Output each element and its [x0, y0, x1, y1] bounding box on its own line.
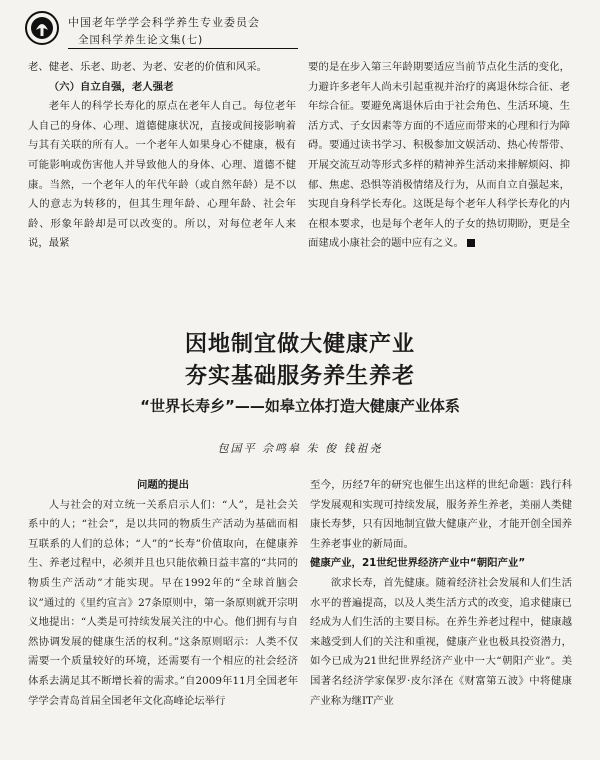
page-header: [24, 8, 584, 54]
header-series: 全国科学养生论文集(七): [78, 34, 204, 46]
paragraph: 人与社会的对立统一关系启示人们：“人”，是社会关系中的人；“社会”，是以共同的物质生产活动为基础而相互联系的人们的总体；“人”的“长寿”价值取向，在健康养生、养老过程中，必须并且也只能依赖日益丰富的“共同的物质生产活动”才能实现。早在1992年的“全球首脑会议”通过的《里约宣言》27条原则中，第一条原则就开宗明义地提出：“人类是可持续发展关注的中心。他们拥有与自然协调发展的健康生活的权利。”这条原则昭示：人类不仅需要一个质量较好的环境，还需要有一个相应的社会经济体系去满足其不断增长着的需求。”自2009年11月全国老年学学会青岛首届全国老年文化高峰论坛举行: [28, 498, 298, 707]
paragraph: 老、健老、乐老、助老、为老、安老的价值和风采。: [28, 61, 267, 73]
article-end-mark: [467, 239, 475, 247]
paragraph: 欲求长寿，首先健康。随着经济社会发展和人们生活水平的普遍提高，以及人类生活方式的改变，追求健康已经成为人们生活的主要目标。在养生养老过程中，健康越来越受到人们的关注和重视，健康产业也极具投资潜力，如今已成为21世纪世界经济产业中一大“朝阳产业”。美国著名经济学家保罗·皮尔泽在《财富第五波》中将健康产业称为继IT产业: [310, 576, 572, 707]
previous-article-left-column: [28, 58, 296, 316]
section-heading: （六）自立自强，老人强老: [48, 80, 174, 93]
article-authors: 包国平 佘鸣皋 朱 俊 钱祖尧: [217, 442, 383, 455]
header-rule: [68, 48, 298, 49]
section-heading: 健康产业，21世纪世界经济产业中“朝阳产业”: [310, 557, 526, 570]
paragraph: 要的是在步入第三年龄期要适应当前节点化生活的变化，力避许多老年人尚未引起重视并治疗的离退休综合征、老年综合征。要避免离退休后由于社会角色、生活环境、生活方式、子女因素等方面的不适应而带来的心理和行为障碍。要通过读书学习、积极参加文娱活动、热心传帮带、开展交流互动等形式多样的精神养生活动来排解烦闷、抑郁、焦虑、恐惧等消极情绪及行为，从而自立自强起来，实现自身科学长寿化。这既是每个老年人科学长寿化的内在根本要求，也是每个老年人的子女的热切期盼，更是全面建成小康社会的题中应有之义。: [308, 61, 570, 250]
article-left-column: [28, 476, 298, 760]
article-subtitle: “世界长寿乡”——如皋立体打造大健康产业体系: [140, 397, 460, 415]
previous-article-right-column: [308, 58, 570, 316]
article-title-line-2: 夯实基础服务养生养老: [184, 363, 415, 389]
article-title-line-1: 因地制宜做大健康产业: [184, 331, 415, 357]
header-organization: 中国老年学学会科学养生专业委员会: [68, 16, 260, 29]
paragraph: 老年人的科学长寿化的原点在老年人自己。每位老年人自己的身体、心理、道德健康状况，直接或间接影响着与其有关联的所有人。一个老年人如果身心不健康，极有可能影响或伤害他人并导致他人的身体、心理、道德不健康。当然，一个老年人的年代年龄（或自然年龄）是不以人的意志为转移的，但其生理年龄、心理年龄、社会年龄、形象年龄却是可以改变的。所以，对每位老年人来说，最紧: [28, 100, 296, 250]
paragraph-wrap: [308, 58, 570, 254]
article-title-block: [0, 316, 600, 418]
article-right-column: [310, 476, 572, 760]
section-heading: 问题的提出: [137, 479, 189, 491]
paragraph: 至今，历经7年的研究也催生出这样的世纪命题：践行科学发展观和实现可持续发展，服务养生养老，美丽人类健康长寿梦，只有因地制宜做大健康产业，才能开创全国养生养老事业的新局面。: [310, 479, 572, 550]
society-logo-icon: [24, 10, 60, 46]
